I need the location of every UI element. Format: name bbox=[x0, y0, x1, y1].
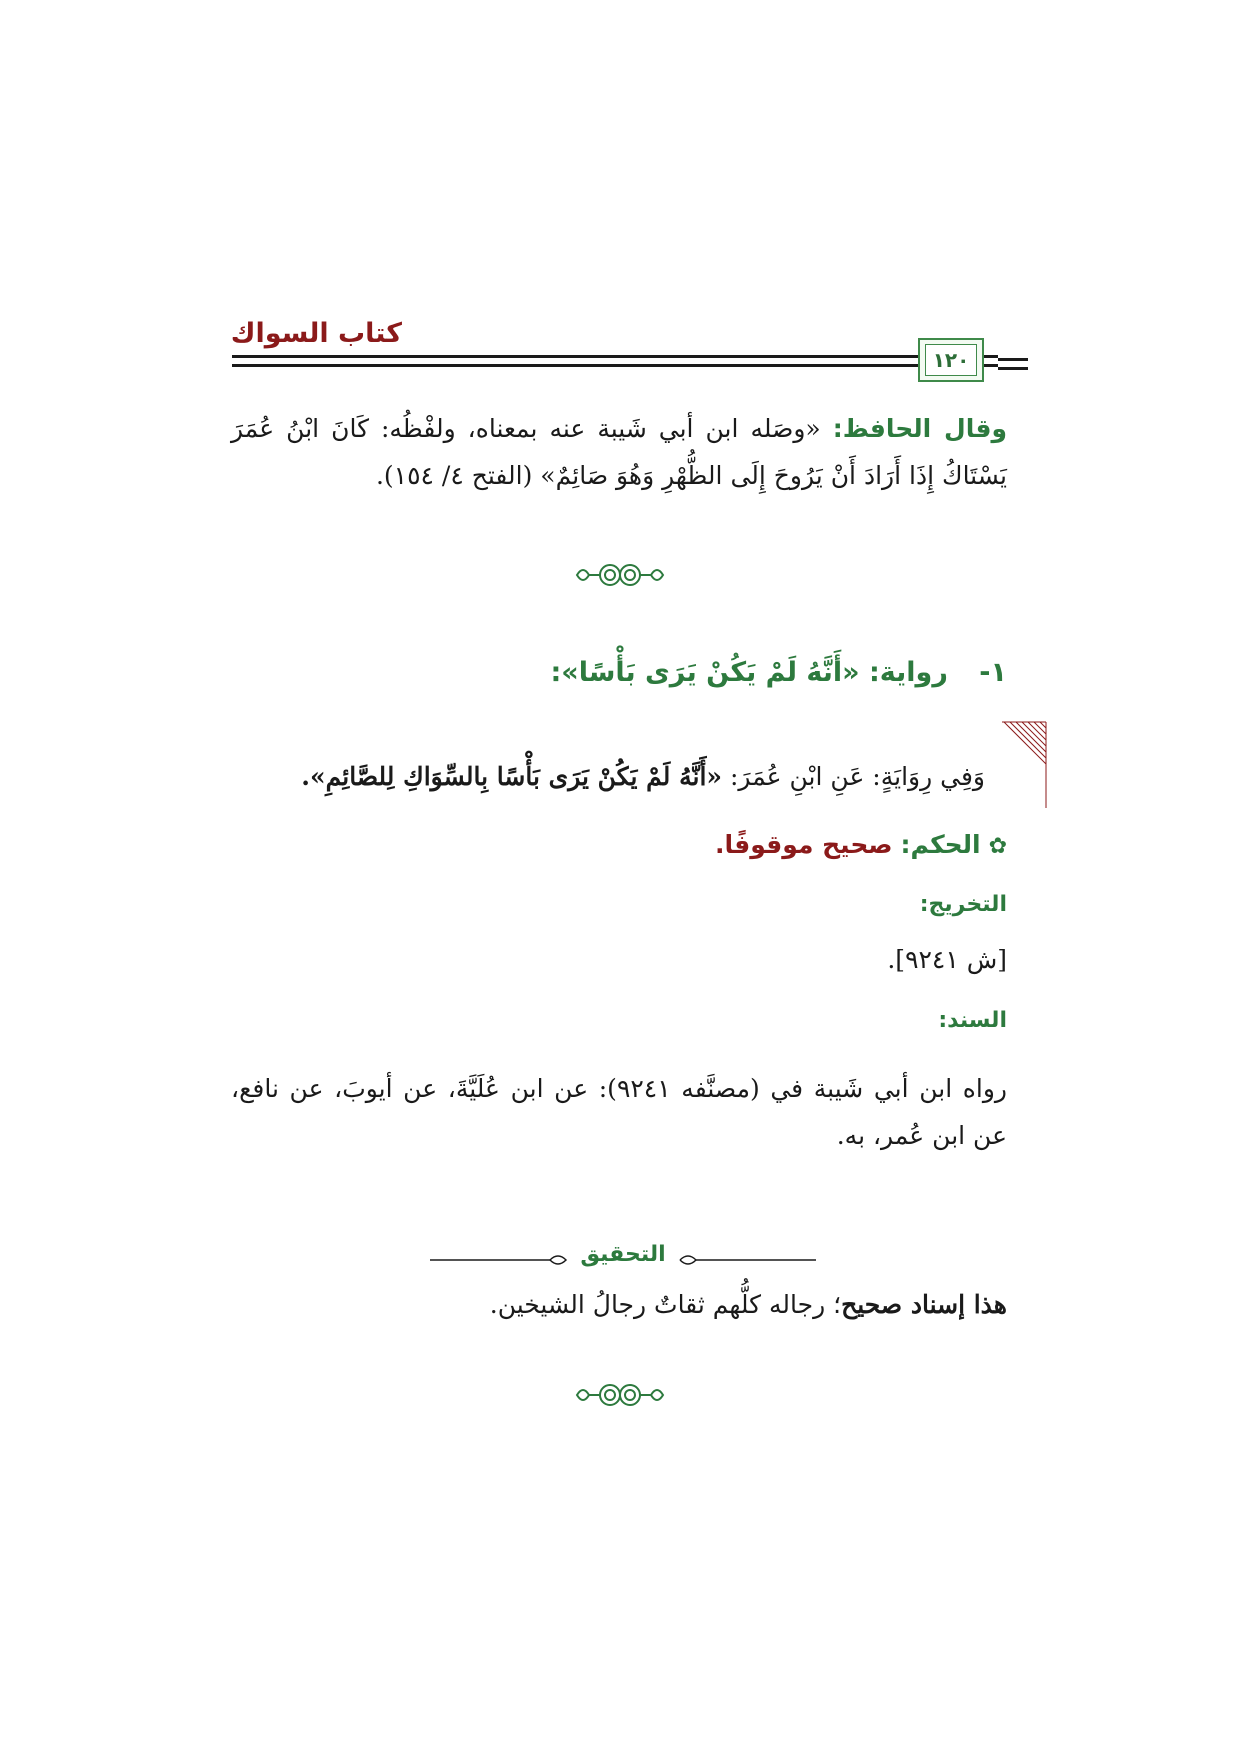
section-title: رواية: «أَنَّهُ لَمْ يَكُنْ يَرَى بَأْسًا»: bbox=[550, 657, 948, 688]
tahqiq-paragraph bbox=[231, 1290, 1007, 1319]
ruling-label: الحكم: bbox=[900, 830, 981, 859]
page-number-box bbox=[918, 338, 984, 382]
takhrij-label: التخريج: bbox=[919, 892, 1007, 917]
book-title: كتاب السواك bbox=[230, 318, 402, 349]
hadith-text: «أَنَّهُ لَمْ يَكُنْ يَرَى بَأْسًا بِالسِّوَاكِ لِلصَّائِمِ». bbox=[301, 762, 723, 791]
takhrij-ref: [ش ٩٢٤١]. bbox=[887, 945, 1007, 974]
header-rule-right-top bbox=[998, 358, 1028, 361]
hadith-line bbox=[225, 762, 985, 791]
section-heading bbox=[231, 657, 1007, 688]
tahqiq-lead: هذا إسناد صحيح bbox=[841, 1290, 1007, 1319]
header-rule-bottom bbox=[232, 364, 998, 367]
sanad-label: السند: bbox=[938, 1008, 1007, 1033]
hadith-lead: وَفِي رِوَايَةٍ: عَنِ ابْنِ عُمَرَ: bbox=[722, 762, 985, 791]
tahqiq-label: التحقيق bbox=[580, 1242, 666, 1267]
corner-decoration-icon bbox=[1000, 720, 1048, 810]
ruling-value: صحيح موقوفًا. bbox=[714, 830, 893, 859]
header-rule-top bbox=[232, 355, 998, 358]
end-ornament-icon bbox=[575, 1380, 665, 1410]
tahqiq-rest: ؛ رجاله كلُّهم ثقاتٌ رجالُ الشيخين. bbox=[489, 1290, 842, 1319]
header-rule-right-bottom bbox=[998, 367, 1028, 370]
sanad-text: رواه ابن أبي شَيبة في (مصنَّفه ٩٢٤١): عن ابن عُلَيَّةَ، عن أيوبَ، عن نافع، عن ابن عُمر، به. bbox=[231, 1074, 1007, 1150]
section-ornament-icon bbox=[575, 560, 665, 590]
section-number: ١- bbox=[979, 657, 1007, 688]
intro-quote: «وصَله ابن أبي شَيبة عنه بمعناه، ولفْظُه: كَانَ ابْنُ عُمَرَ يَسْتَاكُ إِذَا أَرَادَ أَنْ يَرُوحَ إِلَى الظُّهْرِ وَهُوَ صَائِمٌ» (الفتح ٤/ ١٥٤). bbox=[231, 414, 1007, 490]
intro-speaker: وقال الحافظ: bbox=[832, 414, 1007, 443]
ruling-flower-icon: ✿ bbox=[988, 834, 1007, 859]
ruling-line bbox=[307, 830, 1007, 859]
intro-paragraph bbox=[231, 405, 1007, 499]
page-number: ١٢٠ bbox=[925, 344, 977, 376]
